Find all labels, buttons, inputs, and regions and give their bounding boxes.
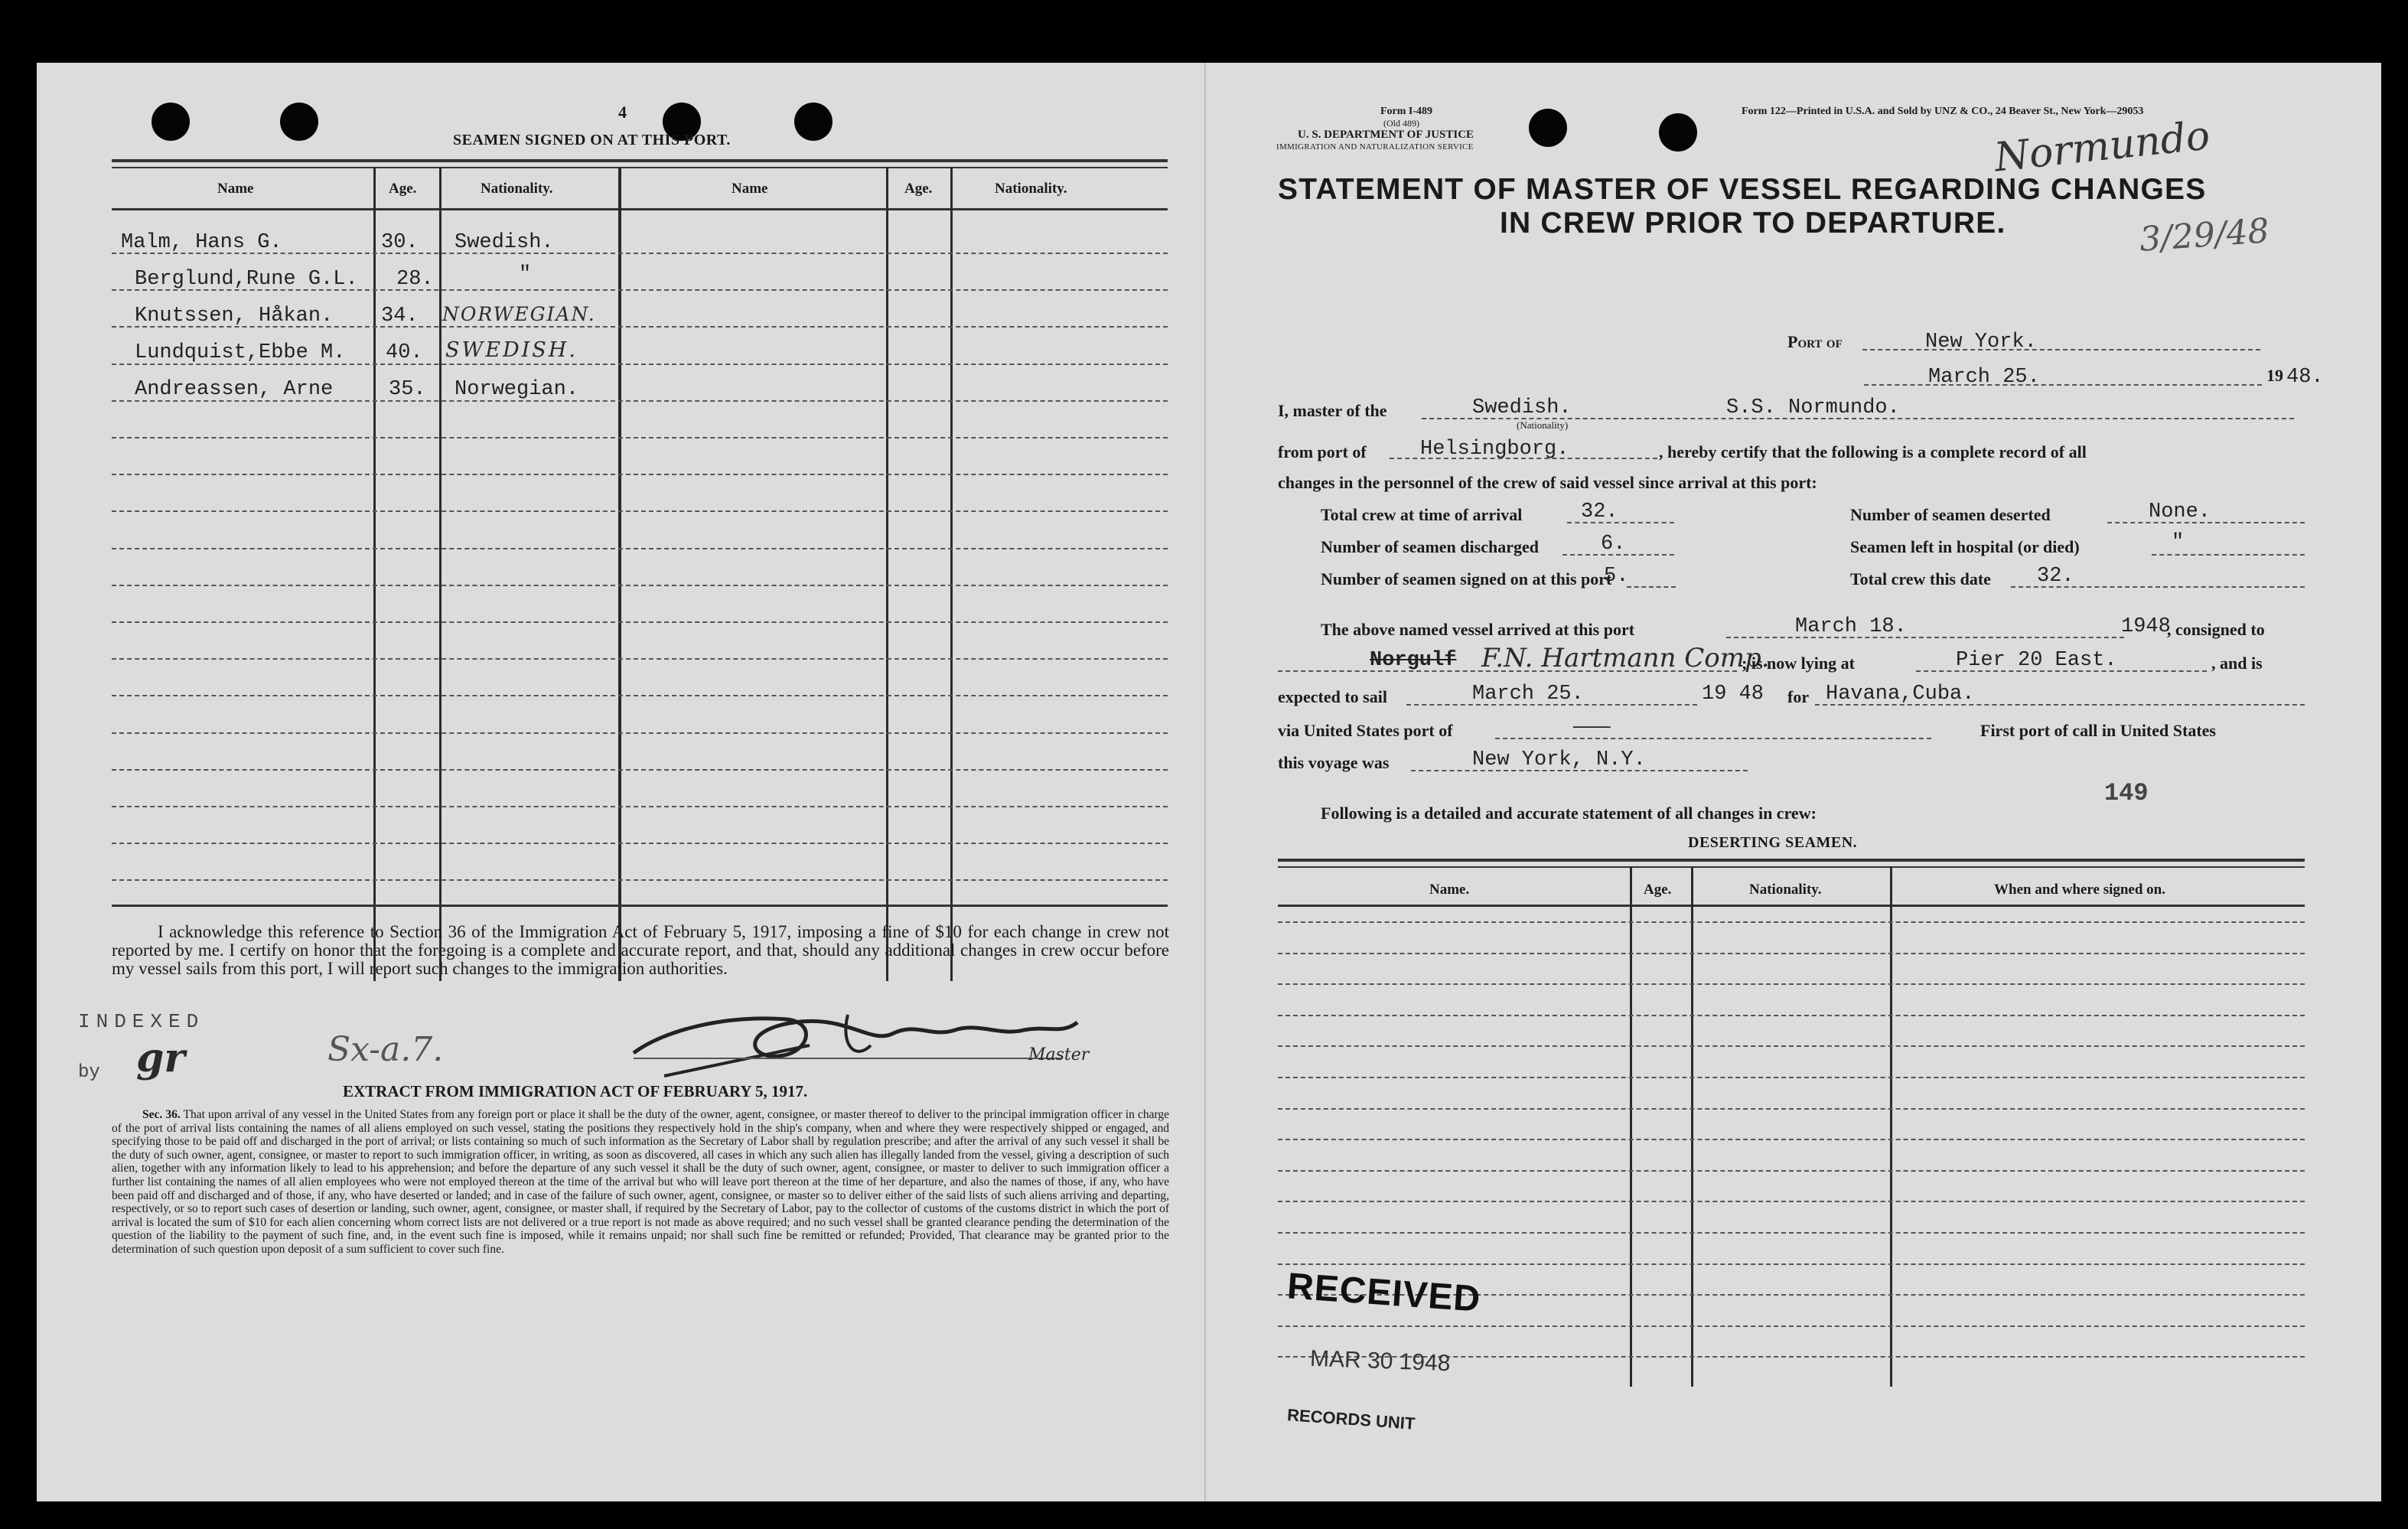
row-rule [112, 769, 1168, 771]
left-page [37, 63, 1204, 1501]
desert-header-age: Age. [1644, 882, 1672, 898]
row-rule [112, 695, 1168, 696]
page-number: 4 [618, 103, 627, 122]
year-prefix: 19 [2266, 366, 2283, 385]
row-rule [112, 843, 1168, 844]
row-rule [1278, 1015, 2305, 1016]
header-nationality-2: Nationality. [995, 181, 1067, 197]
crew-nationality: NORWEGIAN. [442, 303, 596, 325]
field-line [1726, 637, 2124, 638]
deserted-label: Number of seamen deserted [1850, 505, 2051, 524]
crew-age: 35. [389, 378, 426, 401]
indexed-by-label: by [78, 1062, 100, 1083]
port-label: Port of [1787, 332, 1843, 351]
row-rule [1278, 1201, 2305, 1202]
consignee-struck: Norgulf [1370, 649, 1457, 672]
crew-name: Andreassen, Arne [135, 378, 334, 401]
row-rule [112, 474, 1168, 475]
from-port-label: from port of [1278, 442, 1367, 461]
row-rule [1278, 1108, 2305, 1110]
signed-on-label: Number of seamen signed on at this port [1321, 569, 1612, 588]
desert-header-signed-on: When and where signed on. [1994, 882, 2166, 898]
indexed-stamp: INDEXED [78, 1010, 205, 1033]
row-rule [1278, 983, 2305, 985]
row-rule [112, 806, 1168, 807]
punch-hole [1659, 113, 1697, 152]
row-rule [1278, 1139, 2305, 1140]
row-rule [112, 879, 1168, 881]
deserting-title: DESERTING SEAMEN. [1688, 834, 1858, 851]
crew-age: 40. [386, 341, 423, 364]
table-top-rule [112, 167, 1168, 168]
hospital-label: Seamen left in hospital (or died) [1850, 537, 2080, 556]
header-nationality: Nationality. [481, 181, 553, 197]
field-line [2152, 554, 2305, 556]
desert-column-divider [1890, 866, 1892, 1387]
field-line [1567, 522, 1674, 523]
table-bottom-rule [112, 905, 1168, 907]
received-date-stamp: MAR 30 1948 [1309, 1345, 1451, 1377]
acknowledgment-text: I acknowledge this reference to Section 36 of the Immigration Act of February 5, 1917, imposing a fine of $10 for each change in crew not reported by me. I certify on honor that the foregoing is a complete and accurate report, and that, should any additional changes in crew occur before my vessel sails from this port, I will report such changes to the immigration authorities. [112, 922, 1169, 978]
desert-table-rule [1278, 866, 2305, 868]
field-line [1916, 670, 2207, 672]
records-unit-stamp: RECORDS UNIT [1286, 1405, 1416, 1433]
sail-date: March 25. [1472, 683, 1584, 706]
from-port-value: Helsingborg. [1420, 438, 1569, 461]
section-36-label: Sec. 36. [142, 1108, 181, 1121]
master-of-line [1422, 418, 2294, 419]
crew-nationality: SWEDISH. [445, 338, 578, 362]
master-label: Master [1028, 1045, 1090, 1064]
service-name: IMMIGRATION AND NATURALIZATION SERVICE [1276, 142, 1474, 152]
row-rule [112, 658, 1168, 660]
document-title-line1: STATEMENT OF MASTER OF VESSEL REGARDING CHANGES [1278, 173, 2207, 206]
row-rule [1278, 1263, 2305, 1265]
row-rule [112, 510, 1168, 512]
field-line [2011, 586, 2305, 588]
handwritten-note: Sx-a.7. [327, 1030, 444, 1069]
deserted-value: None. [2149, 500, 2211, 523]
field-line [1627, 586, 1676, 588]
crew-name: Knutssen, Håkan. [135, 305, 334, 328]
row-rule [1278, 1325, 2305, 1327]
certify-text: , hereby certify that the following is a complete record of all [1659, 442, 2087, 461]
field-line [1562, 554, 1674, 556]
crew-age: 28. [396, 268, 434, 291]
department-name: U. S. DEPARTMENT OF JUSTICE [1298, 129, 1474, 141]
header-age-2: Age. [904, 181, 933, 197]
for-label: for [1787, 687, 1810, 706]
discharged-value: 6. [1601, 533, 1626, 556]
page-reference-number: 149 [2104, 779, 2149, 807]
row-rule [1278, 1170, 2305, 1172]
consigned-label: , consigned to [2167, 620, 2265, 639]
row-rule [112, 621, 1168, 623]
header-age: Age. [389, 181, 417, 197]
sail-year: 19 48 [1702, 683, 1764, 706]
field-line [2107, 522, 2305, 523]
total-crew-arrival-label: Total crew at time of arrival [1321, 505, 1523, 524]
desert-header-nationality: Nationality. [1749, 882, 1822, 898]
row-rule [112, 585, 1168, 586]
printer-line: Form 122—Printed in U.S.A. and Sold by UNZ & CO., 24 Beaver St., New York—29053 [1742, 106, 2144, 117]
vessel-name: S.S. Normundo. [1726, 396, 1900, 419]
first-port-value: New York, N.Y. [1472, 748, 1646, 771]
row-rule [1278, 1045, 2305, 1047]
field-line [1411, 770, 1748, 771]
field-line [1278, 670, 1737, 672]
punch-hole [152, 103, 190, 141]
and-is-text: , and is [2211, 654, 2263, 673]
right-page [1206, 63, 2381, 1501]
desert-header-name: Name. [1429, 882, 1470, 898]
signed-on-value: 5. [1604, 565, 1629, 588]
crew-nationality: " [519, 263, 532, 286]
vessel-nationality: Swedish. [1472, 396, 1572, 419]
total-crew-date-label: Total crew this date [1850, 569, 1991, 588]
crew-age: 30. [381, 231, 419, 254]
master-of-label: I, master of the [1278, 401, 1387, 420]
handwritten-date: 3/29/48 [2138, 211, 2271, 259]
crew-name: Malm, Hans G. [121, 231, 282, 254]
following-text: Following is a detailed and accurate statement of all changes in crew: [1321, 804, 1817, 823]
row-rule [1278, 1077, 2305, 1078]
port-line [1862, 349, 2260, 350]
expected-label: expected to sail [1278, 687, 1387, 706]
crew-name: Lundquist,Ebbe M. [135, 341, 346, 364]
desert-column-divider [1691, 866, 1693, 1387]
crew-name: Berglund,Rune G.L. [135, 268, 358, 291]
pier-value: Pier 20 East. [1956, 649, 2117, 672]
row-rule [1278, 1232, 2305, 1234]
crew-age: 34. [381, 305, 419, 328]
first-port-label: First port of call in United States [1980, 721, 2216, 740]
header-name-2: Name [732, 181, 768, 197]
hospital-value: " [2172, 531, 2185, 554]
crew-nationality: Swedish. [455, 231, 554, 254]
field-line [1815, 704, 2305, 706]
table-top-rule [112, 159, 1168, 162]
indexed-initials: gr [136, 1035, 185, 1081]
report-year: 48. [2286, 366, 2324, 389]
section-36-body: That upon arrival of any vessel in the United States from any foreign port or place it shall be the duty of the owner, agent, consignee, or master thereof to deliver to the principal immigration officer in charge of the port of arrival lists containing the names of all aliens employed on such vessel, stating the positions they respectively hold in the ship's company, when and where they were respectively shipped or engaged, and specifying those to be paid off and discharged in the port of arrival; or lists containing so much of such information as the Secretary of Labor shall by regulation prescribe; and after the arrival of any such vessel it shall be the duty of such owner, agent, consignee, or master to report to such immigration officer, in writing, as soon as discovered, all cases in which any such alien has illegally landed from the vessel, giving a description of such alien, together with any information likely to lead to his apprehension; and before the departure of any such vessel it shall be the duty of such owner, agent, consignee, or master to deliver to such immigration officer a further list containing the names of all alien employees who were not employed thereon at the time of the arrival but who will leave port thereon at the time of her departure, and also the names of those, if any, who have been paid off and discharged and of those, if any, who have deserted or landed; and in case of the failure of such owner, agent, consignee, or master so to deliver either of the said lists of such aliens arriving and departing, respectively, or so to report such cases of desertion or landing, such owner, agent, consignee, or master shall, if required by the Secretary of Labor, pay to the collector of customs of the customs district in which the port of arrival is located the sum of $10 for each alien concerning whom correct lists are not delivered or a true report is not made as above required; and no such vessel shall be granted clearance pending the determination of the question of the liability to the payment of such fine, and, in the event such fine is imposed, while it remains unpaid; nor shall such fine be remitted or refunded; Provided, That clearance may be granted prior to the determination of such question upon deposit of a sum sufficient to cover such fine. [112, 1108, 1169, 1256]
handwritten-ship-name: Normundo [1992, 112, 2212, 181]
form-id: Form I-489 [1380, 106, 1433, 117]
via-port-value: ——— [1573, 716, 1611, 739]
discharged-label: Number of seamen discharged [1321, 537, 1539, 556]
consignee-value: F.N. Hartmann Comp. [1481, 643, 1770, 673]
report-date: March 25. [1928, 366, 2040, 389]
received-stamp: RECEIVED [1285, 1266, 1482, 1320]
from-port-line [1390, 458, 1657, 459]
extract-title: EXTRACT FROM IMMIGRATION ACT OF FEBRUARY 5, 1917. [343, 1082, 808, 1100]
section-36-text [112, 1108, 1169, 1257]
header-name: Name [217, 181, 254, 197]
port-value: New York. [1925, 331, 2037, 354]
total-crew-arrival-value: 32. [1581, 500, 1618, 523]
row-rule [112, 437, 1168, 438]
row-rule [1278, 953, 2305, 954]
field-line [1495, 738, 1931, 739]
document-title-line2: IN CREW PRIOR TO DEPARTURE. [1500, 207, 2006, 240]
date-line [1864, 384, 2262, 386]
arrived-date: March 18. [1795, 615, 1907, 638]
table-header-rule [112, 208, 1168, 210]
desert-table-rule [1278, 859, 2305, 862]
total-crew-date-value: 32. [2037, 565, 2074, 588]
row-rule [112, 732, 1168, 734]
voyage-label: this voyage was [1278, 753, 1390, 772]
punch-hole [1529, 109, 1567, 147]
form-old-id: (Old 489) [1383, 118, 1419, 129]
desert-table-rule [1278, 905, 2305, 907]
section-title: SEAMEN SIGNED ON AT THIS PORT. [453, 132, 731, 148]
arrived-label: The above named vessel arrived at this port [1321, 620, 1635, 639]
changes-text: changes in the personnel of the crew of said vessel since arrival at this port: [1278, 473, 1817, 492]
desert-column-divider [1630, 866, 1632, 1387]
lying-label: ; is now lying at [1742, 654, 1855, 673]
master-signature [618, 999, 1123, 1084]
nationality-caption: (Nationality) [1517, 419, 1569, 431]
destination-value: Havana,Cuba. [1826, 683, 1975, 706]
signature-line [634, 1058, 1062, 1059]
punch-hole [794, 103, 833, 141]
via-label: via United States port of [1278, 721, 1453, 740]
arrived-year: 1948 [2121, 615, 2171, 638]
punch-hole [280, 103, 318, 141]
field-line [1406, 704, 1697, 706]
row-rule [112, 548, 1168, 549]
row-rule [1278, 921, 2305, 923]
crew-nationality: Norwegian. [455, 378, 579, 401]
